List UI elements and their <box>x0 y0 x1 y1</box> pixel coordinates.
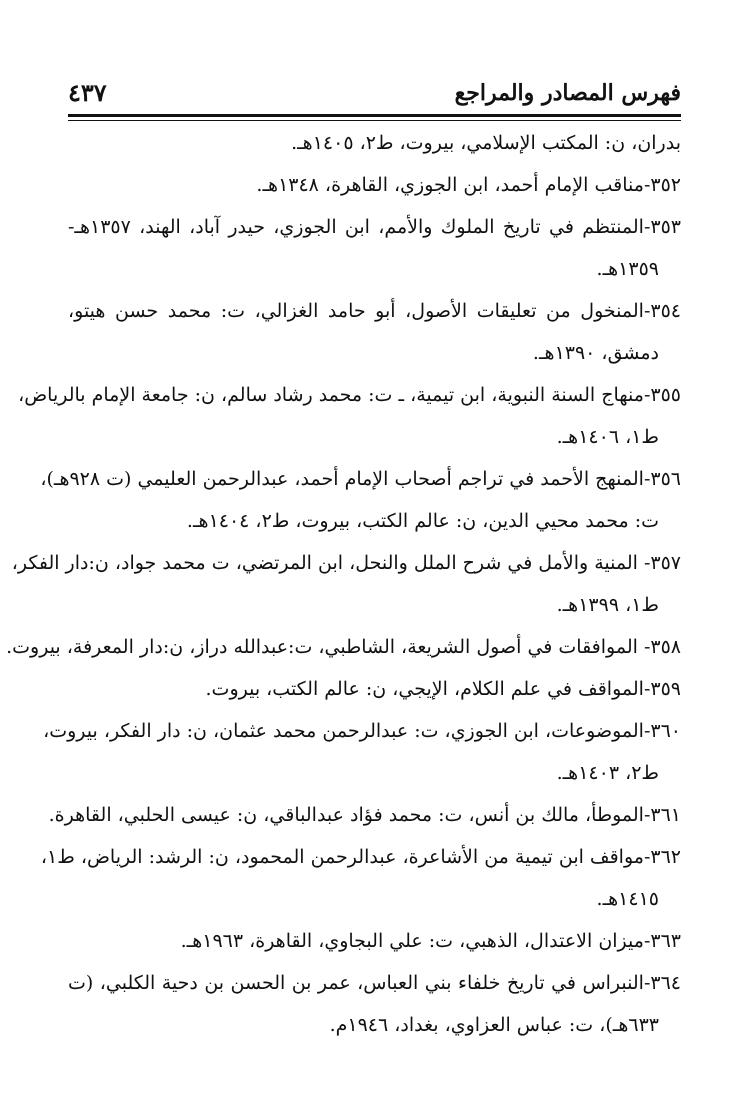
bibliography-entry <box>68 920 681 962</box>
entry-line: ٣٥٧- المنية والأمل في شرح الملل والنحل، ابن المرتضي، ت محمد جواد، ن:دار الفكر، <box>11 552 681 574</box>
entry-line: ٣٦٢-مواقف ابن تيمية من الأشاعرة، عبدالرحمن المحمود، ن: الرشد: الرياض، ط١، <box>40 846 681 868</box>
entry-line: ٣٦١-الموطأ، مالك بن أنس، ت: محمد فؤاد عبدالباقي، ن: عيسى الحلبي، القاهرة. <box>48 804 681 826</box>
entry-line: ٣٥٦-المنهج الأحمد في تراجم أصحاب الإمام أحمد، عبدالرحمن العليمي (ت ٩٢٨هـ)، <box>40 468 681 490</box>
bibliography-entry <box>68 164 681 206</box>
bibliography-entry <box>68 290 681 374</box>
bibliography-list <box>6 122 681 1046</box>
entry-line-continuation: ١٣٥٩هـ. <box>596 258 659 280</box>
entry-line: ٣٥٨- الموافقات في أصول الشريعة، الشاطبي، ت:عبدالله دراز، ن:دار المعرفة، بيروت. <box>6 636 681 658</box>
header-title: فهرس المصادر والمراجع <box>454 80 681 106</box>
entry-line: ٣٦٤-النبراس في تاريخ خلفاء بني العباس، عمر بن الحسن بن دحية الكلبي، (ت <box>68 972 681 994</box>
page-number: ٤٣٧ <box>68 78 107 107</box>
entry-line: ٣٥٣-المنتظم في تاريخ الملوك والأمم، ابن الجوزي، حيدر آباد، الهند، ١٣٥٧هـ- <box>68 216 681 238</box>
entry-line: ٣٦٣-ميزان الاعتدال، الذهبي، ت: علي البجاوي، القاهرة، ١٩٦٣هـ. <box>180 930 681 952</box>
bibliography-entry <box>68 962 681 1046</box>
bibliography-entry <box>68 668 681 710</box>
entry-line: ٣٥٤-المنخول من تعليقات الأصول، أبو حامد الغزالي، ت: محمد حسن هيتو، <box>68 300 681 322</box>
entry-line-continuation: ت: محمد محيي الدين، ن: عالم الكتب، بيروت، ط٢، ١٤٠٤هـ. <box>186 510 659 532</box>
entry-line-continuation: ٦٣٣هـ)، ت: عباس العزاوي، بغداد، ١٩٤٦م. <box>329 1014 659 1036</box>
bibliography-entry <box>43 710 681 794</box>
entry-line-continuation: ط٢، ١٤٠٣هـ. <box>556 762 659 784</box>
bibliography-entry <box>40 836 681 920</box>
entry-line: ٣٥٩-المواقف في علم الكلام، الإيجي، ن: عالم الكتب، بيروت. <box>205 678 681 700</box>
entry-line: ٣٥٥-منهاج السنة النبوية، ابن تيمية، ـ ت: محمد رشاد سالم، ن: جامعة الإمام بالرياض، <box>18 384 681 406</box>
bibliography-entry <box>40 458 681 542</box>
bibliography-entry <box>11 542 681 626</box>
header-rule-thin <box>68 120 681 121</box>
entry-line-continuation: ط١، ١٤٠٦هـ. <box>556 426 659 448</box>
entry-line: بدران، ن: المكتب الإسلامي، بيروت، ط٢، ١٤٠٥هـ. <box>291 132 681 154</box>
bibliography-entry <box>68 122 681 164</box>
bibliography-entry <box>68 206 681 290</box>
bibliography-entry <box>18 374 681 458</box>
entry-line: ٣٦٠-الموضوعات، ابن الجوزي، ت: عبدالرحمن محمد عثمان، ن: دار الفكر، بيروت، <box>43 720 681 742</box>
header-rule-thick <box>68 114 681 117</box>
entry-line: ٣٥٢-مناقب الإمام أحمد، ابن الجوزي، القاهرة، ١٣٤٨هـ. <box>256 174 681 196</box>
bibliography-entry <box>48 794 681 836</box>
running-header <box>68 78 681 112</box>
entry-line-continuation: ١٤١٥هـ. <box>596 888 659 910</box>
entry-line-continuation: ط١، ١٣٩٩هـ. <box>556 594 659 616</box>
entry-line-continuation: دمشق، ١٣٩٠هـ. <box>532 342 659 364</box>
bibliography-entry <box>6 626 681 668</box>
